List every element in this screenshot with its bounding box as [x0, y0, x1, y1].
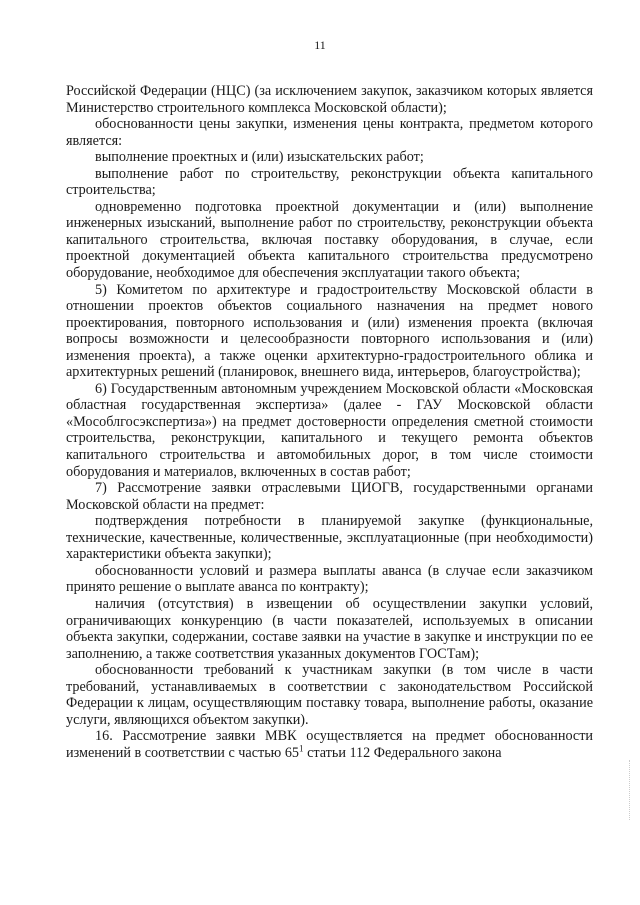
paragraph: одновременно подготовка проектной документации и (или) выполнение инженерных изысканий, выполнение работ по строительству, реконструкции объекта капитального строительства, включая поставку оборудования, в случае, если проектной документацией объекта капитального строительства предусмотрено оборудование, необходимое для обеспечения эксплуатации такого объекта; — [66, 198, 593, 282]
paragraph-last — [66, 728, 593, 761]
paragraph: выполнение работ по строительству, реконструкции объекта капитального строительства; — [66, 165, 593, 199]
paragraph: подтверждения потребности в планируемой закупке (функциональные, технические, качественные, количественные, эксплуатационные (при необходимости) характеристики объекта закупки); — [66, 513, 593, 563]
paragraph: обоснованности условий и размера выплаты аванса (в случае если заказчиком принято решение о выплате аванса по контракту); — [66, 562, 593, 596]
margin-mark — [629, 760, 632, 820]
paragraph: обоснованности требований к участникам закупки (в том числе в части требований, устанавливаемых в соответствии с законодательством Российской Федерации к лицам, осуществляющим поставку товара, выполнение работы, оказание услуги, являющихся объектом закупки). — [66, 662, 593, 728]
paragraph-last-text: 16. Рассмотрение заявки МВК осуществляется на предмет обоснованности изменений в соответствии с частью 65 — [66, 728, 593, 761]
document-body — [66, 83, 593, 761]
paragraph: выполнение проектных и (или) изыскательских работ; — [95, 149, 424, 166]
paragraph: Российской Федерации (НЦС) (за исключением закупок, заказчиком которых является Министерство строительного комплекса Московской области); — [66, 83, 593, 116]
paragraph: наличия (отсутствия) в извещении об осуществлении закупки условий, ограничивающих конкуренцию (в части показателей, используемых в описании объекта закупки, содержании, составе заявки на участие в закупке и инструкции по ее заполнению, а также соответствия указанных документов ГОСТам); — [66, 595, 593, 662]
paragraph: 5) Комитетом по архитектуре и градостроительству Московской области в отношении проектов объектов социального назначения на предмет нового проектирования, повторного использования и (или) изменения проекта (включая вопросы возможности и целесообразности повторного использования и (или) изменения проекта), а также оценки архитектурно-градостроительного облика и архитектурных решений (планировок, внешнего вида, интерьеров, благоустройства); — [66, 281, 593, 381]
paragraph-last-tail: статьи 112 Федерального закона — [303, 744, 502, 761]
paragraph: 7) Рассмотрение заявки отраслевыми ЦИОГВ, государственными органами Московской области на предмет: — [66, 480, 593, 513]
superscript: 1 — [299, 743, 304, 754]
paragraph: 6) Государственным автономным учреждением Московской области «Московская областная государственная экспертиза» (далее - ГАУ Московской области «Мособлгосэкспертиза») на предмет достоверности определения сметной стоимости строительства, реконструкции, капитального и текущего ремонта объектов капитального строительства и автомобильных дорог, в том числе стоимости оборудования и материалов, включенных в состав работ; — [66, 380, 593, 480]
page-number: 11 — [314, 38, 326, 52]
paragraph: обоснованности цены закупки, изменения цены контракта, предметом которого является: — [66, 116, 593, 149]
